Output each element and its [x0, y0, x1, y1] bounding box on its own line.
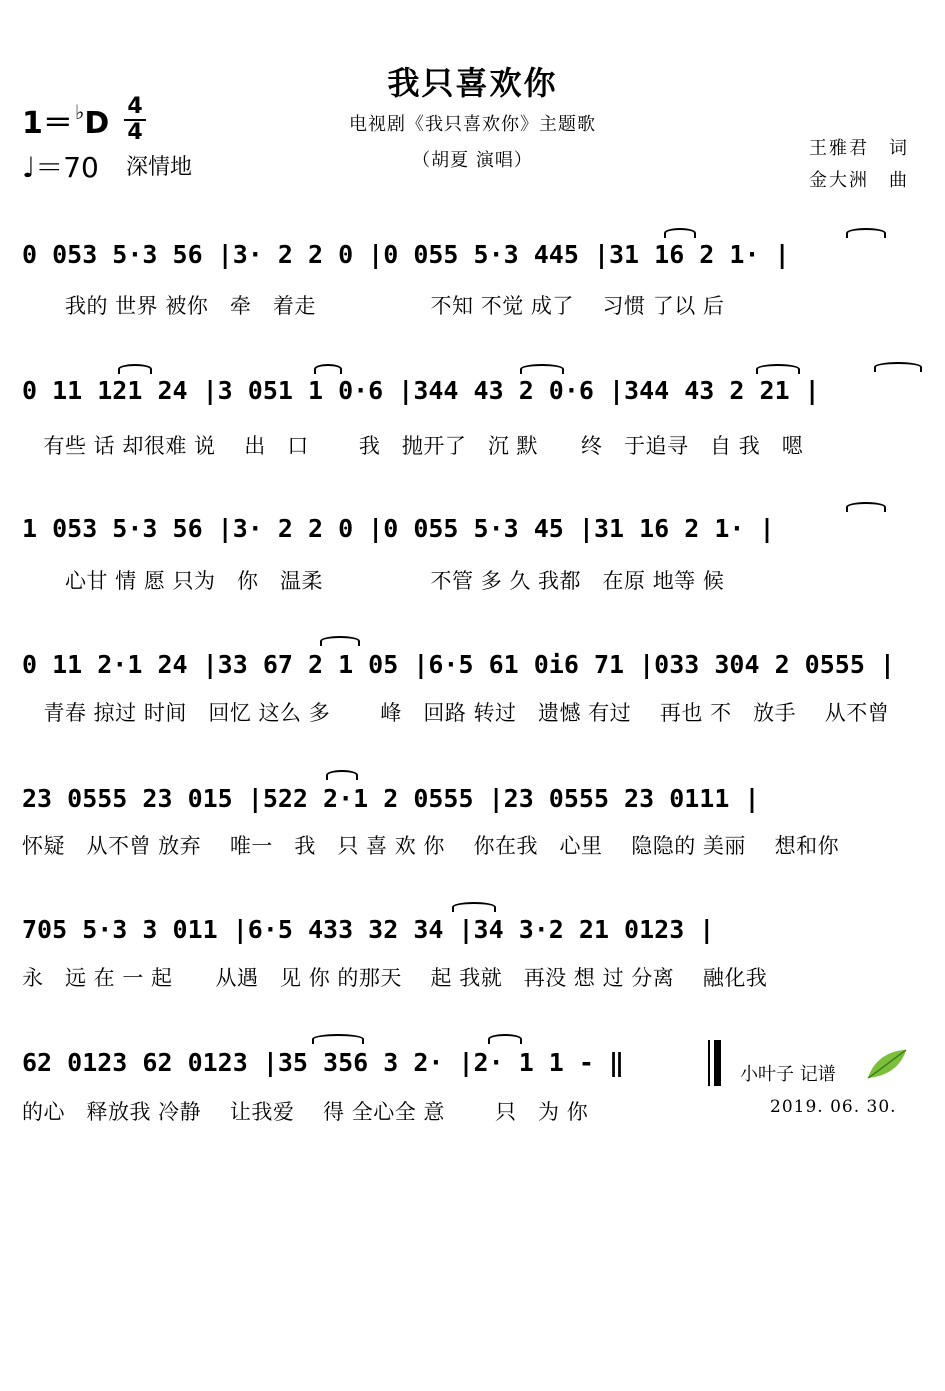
- notation-row-4: 0 11 2·1 24 |33 67 2 1 05 |6·5 61 0i6 71 |033 304 2 0555 |: [22, 650, 895, 679]
- time-signature: [124, 96, 146, 144]
- song-title: 我只喜欢你: [387, 64, 558, 102]
- lyrics-row-1: 我的 世界 被你 牵 着走 不知 不觉 成了 习惯 了以 后: [22, 294, 725, 318]
- slur-mark: [118, 364, 152, 374]
- notation-row-3: 1 053 5·3 56 |3· 2 2 0 |0 055 5·3 45 |31 16 2 1· |: [22, 514, 775, 543]
- flat-icon: ♭: [74, 100, 85, 124]
- time-bottom: 4: [127, 120, 143, 145]
- final-barline-thin: [708, 1040, 710, 1086]
- lyrics-row-3: 心甘 情 愿 只为 你 温柔 不管 多 久 我都 在原 地等 候: [22, 569, 725, 593]
- expression-mark: 深情地: [126, 155, 193, 180]
- transcriber-signature: 小叶子 记谱: [740, 1064, 836, 1085]
- leaf-icon: [864, 1048, 908, 1086]
- key-signature: [22, 98, 109, 142]
- slur-mark: [326, 770, 358, 780]
- slur-mark: [312, 1034, 364, 1044]
- subtitle: 电视剧《我只喜欢你》主题歌: [349, 114, 596, 135]
- slur-mark: [314, 364, 342, 374]
- notation-row-1: 0 053 5·3 56 |3· 2 2 0 |0 055 5·3 445 |31 16 2 1· |: [22, 240, 790, 269]
- lyrics-row-4: 青春 掠过 时间 回忆 这么 多 峰 回路 转过 遗憾 有过 再也 不 放手 从不曾: [22, 701, 890, 725]
- slur-mark: [452, 902, 496, 912]
- lyrics-row-5: 怀疑 从不曾 放弃 唯一 我 只 喜 欢 你 你在我 心里 隐隐的 美丽 想和你: [22, 834, 840, 858]
- notation-row-2: 0 11 121 24 |3 051 1 0·6 |344 43 2 0·6 |344 43 2 21 |: [22, 376, 820, 405]
- notation-row-5: 23 0555 23 015 |522 2·1 2 0555 |23 0555 23 0111 |: [22, 784, 760, 813]
- slur-mark: [846, 228, 886, 238]
- lyricist-credit: 王雅君 词: [809, 138, 909, 159]
- lyrics-row-2: 有些 话 却很难 说 出 口 我 抛开了 沉 默 终 于追寻 自 我 嗯: [22, 434, 804, 458]
- slur-mark: [664, 228, 696, 238]
- slur-mark: [320, 636, 360, 646]
- slur-mark: [874, 362, 922, 372]
- tempo: [22, 146, 99, 186]
- quarter-note-icon: ♩: [22, 151, 36, 184]
- slur-mark: [756, 364, 800, 374]
- lyrics-row-7: 的心 释放我 冷静 让我爱 得 全心全 意 只 为 你: [22, 1100, 589, 1124]
- tempo-value: ＝70: [35, 151, 99, 184]
- slur-mark: [520, 364, 564, 374]
- key-note: D: [84, 106, 110, 141]
- time-top: 4: [127, 94, 143, 119]
- notation-row-6: 705 5·3 3 011 |6·5 433 32 34 |34 3·2 21 0123 |: [22, 915, 715, 944]
- key-prefix: 1＝: [22, 106, 73, 141]
- final-barline-thick: [714, 1040, 721, 1086]
- lyrics-row-6: 永 远 在 一 起 从遇 见 你 的那天 起 我就 再没 想 过 分离 融化我: [22, 966, 768, 990]
- composer-credit: 金大洲 曲: [809, 170, 909, 191]
- notation-row-7: 62 0123 62 0123 |35 356 3 2· |2· 1 1 - ‖: [22, 1048, 625, 1077]
- transcription-date: 2019. 06. 30.: [770, 1097, 897, 1117]
- slur-mark: [488, 1034, 522, 1044]
- slur-mark: [846, 502, 886, 512]
- singer: （胡夏 演唱）: [412, 150, 533, 171]
